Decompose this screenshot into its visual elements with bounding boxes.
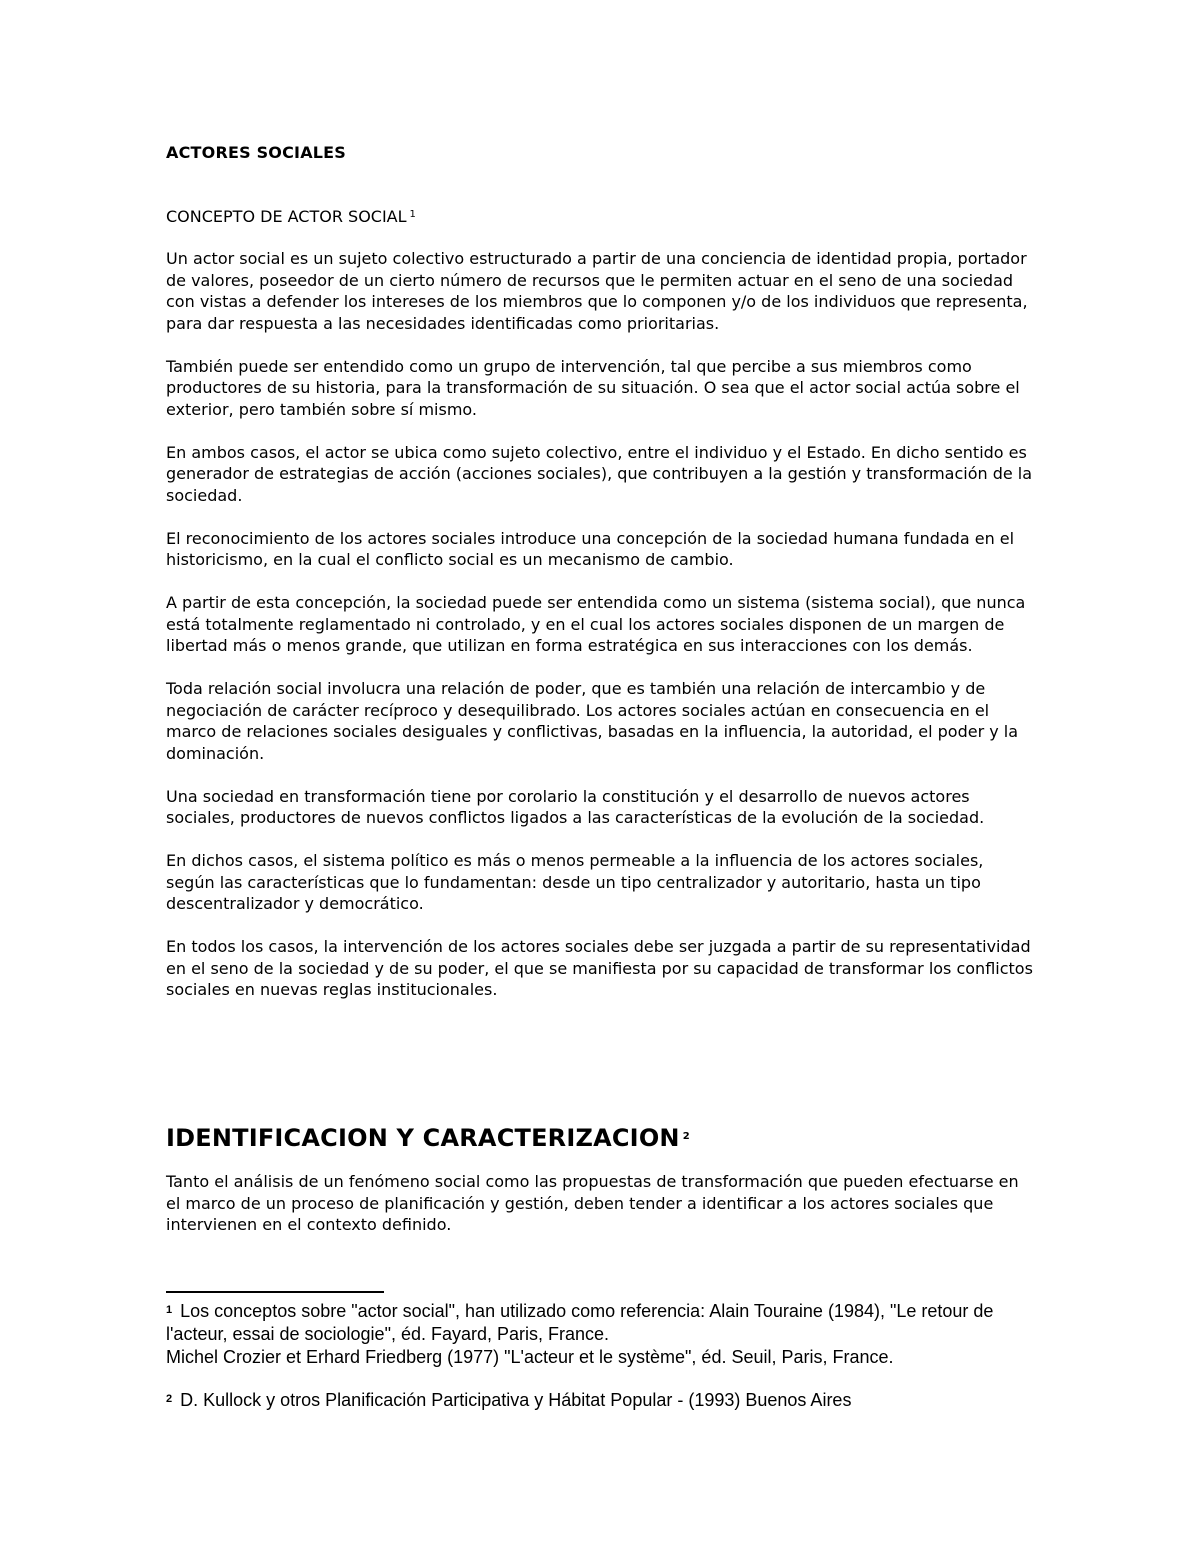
section-heading-text: IDENTIFICACION Y CARACTERIZACION — [166, 1124, 680, 1152]
footnote-mark: 1 — [166, 1304, 173, 1316]
paragraph: A partir de esta concepción, la sociedad puede ser entendida como un sistema (sistema social), que nunca está totalmente reglamentado ni controlado, y en el cual los actores sociales disponen de un margen de libertad más o menos grande, que utilizan en forma estratégica en sus interacciones con los demás. — [166, 593, 1026, 655]
footnote-1 — [166, 1300, 1036, 1346]
footnote-divider — [166, 1291, 384, 1293]
section-heading-identificacion — [166, 1124, 690, 1152]
section-heading-text: CONCEPTO DE ACTOR SOCIAL — [166, 207, 407, 226]
paragraph: En dichos casos, el sistema político es más o menos permeable a la influencia de los actores sociales, según las características que lo fundamentan: desde un tipo centralizador y autoritario, hasta un tipo descentralizador y democrático. — [166, 851, 984, 913]
paragraph: También puede ser entendido como un grupo de intervención, tal que percibe a sus miembros como productores de su historia, para la transformación de su situación. O sea que el actor social actúa sobre el exterior, pero también sobre sí mismo. — [166, 356, 1020, 419]
footnote-ref-1[interactable]: 1 — [409, 209, 416, 220]
section-body-concepto — [166, 248, 1036, 1022]
paragraph: Una sociedad en transformación tiene por corolario la constitución y el desarrollo de nuevos actores sociales, productores de nuevos conflictos ligados a las características de la evolución de la sociedad. — [166, 786, 985, 827]
document-title: ACTORES SOCIALES — [166, 143, 347, 162]
paragraph: En ambos casos, el actor se ubica como sujeto colectivo, entre el individuo y el Estado. En dicho sentido es generador de estrategias de acción (acciones sociales), que contribuyen a la gestión y transformación de la sociedad. — [166, 442, 1033, 505]
paragraph: Toda relación social involucra una relación de poder, que es también una relación de intercambio y de negociación de carácter recíproco y desequilibrado. Los actores sociales actúan en consecuencia en el marco de relaciones sociales desiguales y conflictivas, basadas en la influencia, la autoridad, el poder y la dominación. — [166, 679, 1019, 763]
footnote-text: Los conceptos sobre "actor social", han utilizado como referencia: Alain Touraine (1984), "Le retour de l'acteur, essai de sociologie", éd. Fayard, Paris, France. — [166, 1301, 994, 1344]
paragraph: En todos los casos, la intervención de los actores sociales debe ser juzgada a partir de su representatividad en el seno de la sociedad y de su poder, el que se manifiesta por su capacidad de transformar los conflictos sociales en nuevas reglas institucionales. — [166, 937, 1033, 999]
footnote-mark: 2 — [166, 1393, 173, 1405]
section-heading-concepto — [166, 206, 416, 228]
footnotes — [166, 1300, 1036, 1412]
footnote-ref-2[interactable]: 2 — [682, 1131, 690, 1142]
paragraph: Tanto el análisis de un fenómeno social como las propuestas de transformación que pueden efectuarse en el marco de un proceso de planificación y gestión, deben tender a identificar a los actores sociales que intervienen en el contexto definido. — [166, 1172, 1019, 1234]
paragraph: Un actor social es un sujeto colectivo estructurado a partir de una conciencia de identidad propia, portador de valores, poseedor de un cierto número de recursos que le permiten actuar en el seno de una sociedad con vistas a defender los intereses de los miembros que lo componen y/o de los individuos que representa, para dar respuesta a las necesidades identificadas como prioritarias. — [166, 249, 1028, 333]
paragraph: El reconocimiento de los actores sociales introduce una concepción de la sociedad humana fundada en el historicismo, en la cual el conflicto social es un mecanismo de cambio. — [166, 528, 1015, 569]
footnote-1-continued: Michel Crozier et Erhard Friedberg (1977) "L'acteur et le système", éd. Seuil, Paris, France. — [166, 1347, 894, 1367]
footnote-2 — [166, 1389, 1036, 1412]
footnote-text: D. Kullock y otros Planificación Participativa y Hábitat Popular - (1993) Buenos Aires — [180, 1390, 852, 1410]
